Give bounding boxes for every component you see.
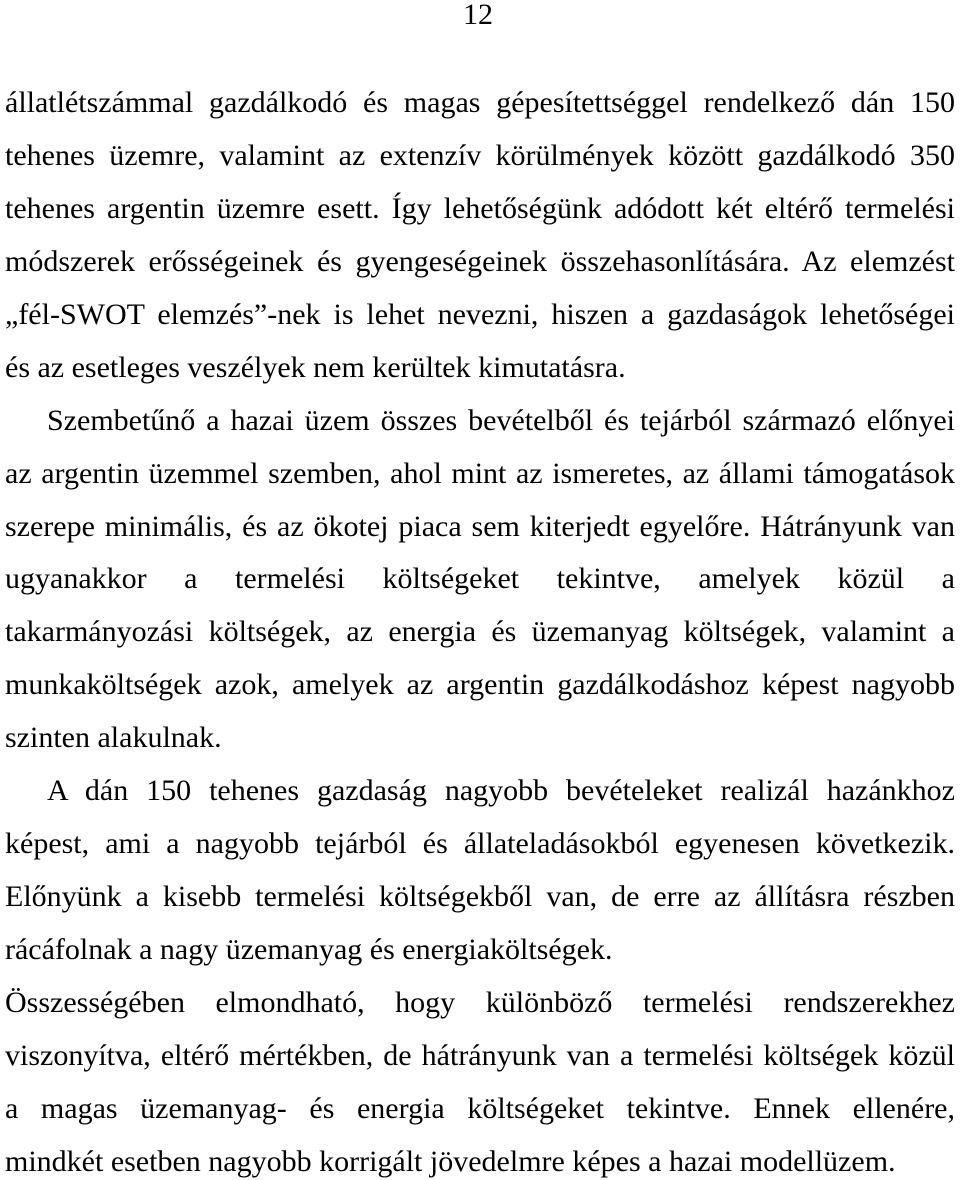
text-line: ugyanakkor a termelési költségeket tekintve, amelyek közül a (5, 562, 955, 596)
text-line: az argentin üzemmel szemben, ahol mint az ismeretes, az állami támogatások (5, 456, 955, 490)
text-line: tehenes üzemre, valamint az extenzív körülmények között gazdálkodó 350 (5, 138, 955, 172)
paragraph (5, 404, 955, 756)
paragraph (5, 986, 955, 1179)
text-line: Szembetűnő a hazai üzem összes bevételből és tejárból származó előnyei (47, 403, 955, 437)
text-line: viszonyítva, eltérő mértékben, de hátrányunk van a termelési költségek közül (5, 1038, 955, 1072)
text-line: rácáfolnak a nagy üzemanyag és energiaköltségek. (5, 933, 613, 966)
text-line: munkaköltségek azok, amelyek az argentin gazdálkodáshoz képest nagyobb (5, 668, 955, 702)
text-line: A dán 150 tehenes gazdaság nagyobb bevételeket realizál hazánkhoz (47, 774, 955, 808)
text-line: és az esetleges veszélyek nem kerültek kimutatásra. (5, 350, 626, 384)
text-line: szerepe minimális, és az ökotej piaca sem kiterjedt egyelőre. Hátrányunk van (5, 509, 955, 543)
text-line: Összességében elmondható, hogy különböző termelési rendszerekhez (5, 985, 955, 1019)
paragraph (5, 774, 955, 967)
paragraph (5, 86, 955, 385)
text-line: képest, ami a nagyobb tejárból és állateladásokból egyenesen következik. (5, 827, 955, 861)
text-line: „fél-SWOT elemzés”-nek is lehet nevezni, hiszen a gazdaságok lehetőségei (5, 297, 955, 331)
text-line: Előnyünk a kisebb termelési költségekből van, de erre az állításra részben (5, 880, 955, 914)
text-line: szinten alakulnak. (5, 721, 222, 755)
text-line: takarmányozási költségek, az energia és üzemanyag költségek, valamint a (5, 615, 955, 649)
text-line: tehenes argentin üzemre esett. Így lehetőségünk adódott két eltérő termelési (5, 191, 955, 225)
body-text (5, 86, 955, 1179)
text-line: a magas üzemanyag- és energia költségeket tekintve. Ennek ellenére, (5, 1091, 955, 1125)
page-number: 12 (463, 0, 493, 31)
text-line: állatlétszámmal gazdálkodó és magas gépesítettséggel rendelkező dán 150 (5, 86, 955, 119)
text-line: módszerek erősségeinek és gyengeségeinek összehasonlítására. Az elemzést (5, 244, 955, 278)
text-line: mindkét esetben nagyobb korrigált jövedelmre képes a hazai modellüzem. (5, 1144, 896, 1178)
